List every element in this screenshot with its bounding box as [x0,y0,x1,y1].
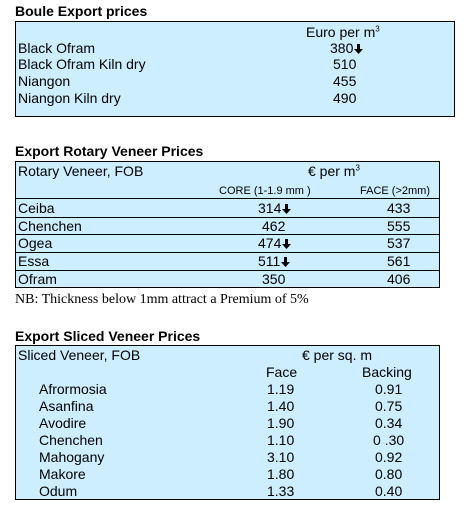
rotary-row-name: Chenchen [18,218,82,234]
sliced-backing-value: 0.92 [375,449,403,465]
boule-unit-label: Euro per m [306,24,376,40]
rotary-row-name: Essa [18,253,50,269]
boule-row-name: Black Ofram [18,40,96,56]
sliced-row-name: Makore [39,466,86,482]
rotary-row-divider [16,270,439,271]
rotary-face-value: 537 [387,235,411,251]
sliced-table [15,345,440,500]
boule-row-name: Niangon Kiln dry [18,90,121,106]
down-arrow-icon [281,257,290,267]
sliced-row-name: Afrormosia [39,381,107,397]
rotary-core-text: 511 [258,253,281,269]
boule-row-value: 510 [333,56,357,72]
sliced-face-value: 1.40 [267,398,295,414]
rotary-row-divider [16,252,439,253]
boule-unit-sup: 3 [375,24,380,34]
sliced-face-value: 1.33 [267,483,295,499]
rotary-core-text: 314 [258,200,282,216]
sliced-backing-value: 0.91 [375,381,403,397]
premium-note: NB: Thickness below 1mm attract a Premium of 5% [15,292,309,307]
boule-row-name: Black Ofram Kiln dry [18,56,146,72]
rotary-unit-label: € per m [308,163,356,179]
rotary-face-value: 561 [387,253,411,269]
boule-unit-header [306,24,380,40]
sliced-title: Export Sliced Veneer Prices [15,328,201,344]
down-arrow-icon [282,204,291,214]
rotary-core-value: 462 [262,218,286,234]
sliced-face-value: 1.10 [267,432,295,448]
boule-row-name: Niangon [18,73,71,89]
sliced-backing-value: 0.75 [375,398,403,414]
sliced-row-name: Odum [39,483,78,499]
rotary-row-name: Ceiba [18,200,55,216]
sliced-face-value: 1.19 [267,381,295,397]
boule-title: Boule Export prices [15,3,148,19]
rotary-table [15,161,440,288]
rotary-core-text: 474 [258,235,282,251]
rotary-face-value: 433 [387,200,411,216]
rotary-core-value: 350 [262,271,286,287]
rotary-col-face: FACE (>2mm) [360,185,430,197]
down-arrow-icon [282,239,291,249]
down-arrow-icon [354,44,363,54]
sliced-row-name: Avodire [39,415,87,431]
sliced-row-header: Sliced Veneer, FOB [18,347,141,363]
sliced-row-name: Mahogany [39,449,105,465]
rotary-core-value [258,200,291,216]
rotary-row-divider [16,234,439,235]
rotary-row-header: Rotary Veneer, FOB [18,163,144,179]
sliced-face-value: 3.10 [267,449,295,465]
boule-row-value [330,40,363,56]
boule-table [15,21,455,117]
rotary-core-value [258,235,291,251]
sliced-unit-header: € per sq. m [302,347,373,363]
sliced-backing-value: 0 .30 [373,432,405,448]
sliced-col-face: Face [266,364,298,380]
sliced-backing-value: 0.34 [375,415,403,431]
sliced-row-name: Chenchen [39,432,103,448]
rotary-unit-header [308,163,360,179]
rotary-row-name: Ogea [18,235,53,251]
boule-row-value: 455 [333,73,357,89]
rotary-core-value [258,253,290,269]
rotary-face-value: 406 [387,271,411,287]
sliced-backing-value: 0.40 [375,483,403,499]
rotary-col-core: CORE (1-1.9 mm ) [219,185,311,197]
sliced-face-value: 1.90 [267,415,295,431]
boule-value-text: 380 [330,40,354,56]
sliced-col-backing: Backing [362,364,412,380]
rotary-face-value: 555 [387,218,411,234]
sliced-face-value: 1.80 [267,466,295,482]
rotary-header-divider [16,198,439,199]
boule-row-value: 490 [333,90,357,106]
rotary-title: Export Rotary Veneer Prices [15,143,204,159]
rotary-unit-sup: 3 [355,163,360,173]
sliced-row-name: Asanfina [39,398,94,414]
rotary-row-name: Ofram [18,271,57,287]
sliced-backing-value: 0.80 [375,466,403,482]
